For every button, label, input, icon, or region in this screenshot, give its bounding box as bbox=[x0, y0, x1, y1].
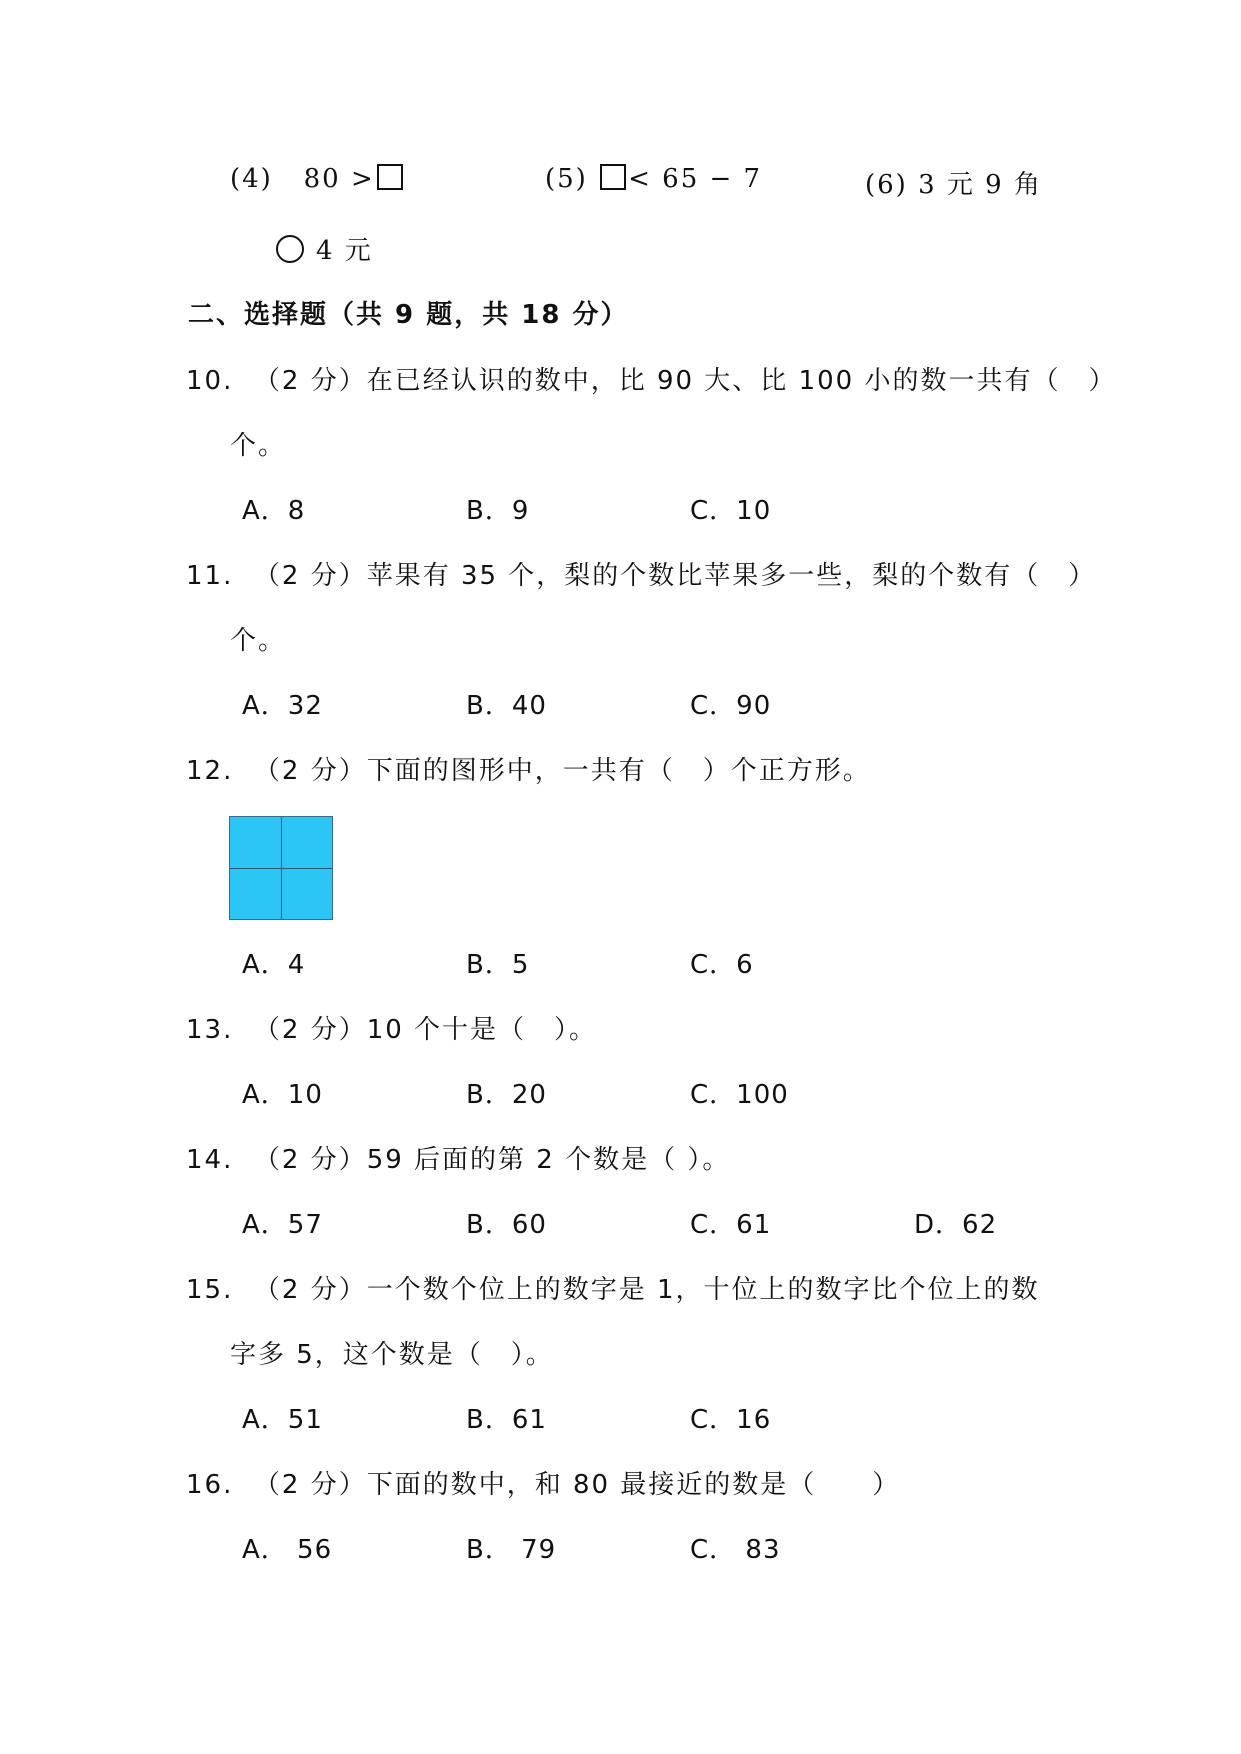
option-c: C．90 bbox=[690, 691, 772, 721]
question-number: 16. bbox=[186, 1470, 234, 1500]
question-10-continuation: 个。 bbox=[230, 431, 287, 461]
question-15 bbox=[186, 1269, 1040, 1306]
fill-item-6-expr: 3 元 9 角 bbox=[918, 170, 1042, 200]
question-number: 11. bbox=[186, 561, 234, 591]
answer-box bbox=[377, 164, 403, 190]
question-number: 15. bbox=[186, 1275, 234, 1305]
square-figure bbox=[229, 816, 333, 920]
fill-item-5-expr: < 65 − 7 bbox=[628, 164, 763, 194]
option-b: B．5 bbox=[466, 950, 530, 980]
option-a: A．32 bbox=[242, 691, 323, 721]
option-b: B． 79 bbox=[466, 1535, 557, 1565]
fill-item-6-label: (6) bbox=[865, 170, 908, 200]
question-stem: （2 分）10 个十是（ ）。 bbox=[253, 1015, 598, 1045]
fill-item-5-label: (5) bbox=[545, 164, 588, 194]
question-14 bbox=[186, 1139, 730, 1176]
question-stem: （2 分）苹果有 35 个，梨的个数比苹果多一些，梨的个数有（ ） bbox=[253, 561, 1097, 591]
fill-item-4-label: (4) bbox=[230, 164, 273, 194]
question-stem: （2 分）59 后面的第 2 个数是（ ）。 bbox=[253, 1145, 731, 1175]
question-number: 12. bbox=[186, 756, 234, 786]
option-a: A． 56 bbox=[242, 1535, 333, 1565]
question-10 bbox=[186, 360, 1116, 397]
question-11 bbox=[186, 555, 1096, 592]
fill-item-6-cont: 4 元 bbox=[316, 236, 373, 266]
section-title: 二、选择题（共 9 题，共 18 分） bbox=[188, 300, 629, 330]
option-b: B．40 bbox=[466, 691, 547, 721]
question-15-continuation: 字多 5，这个数是（ ）。 bbox=[230, 1340, 554, 1370]
option-b: B．20 bbox=[466, 1080, 547, 1110]
fill-item-4-expr: 80 > bbox=[303, 164, 375, 194]
option-d: D．62 bbox=[914, 1210, 998, 1240]
compare-circle bbox=[276, 235, 304, 263]
question-11-continuation: 个。 bbox=[230, 626, 287, 656]
question-number: 14. bbox=[186, 1145, 234, 1175]
option-c: C．10 bbox=[690, 496, 772, 526]
option-c: C．16 bbox=[690, 1405, 772, 1435]
fill-item-5 bbox=[545, 164, 762, 194]
option-a: A．10 bbox=[242, 1080, 323, 1110]
option-a: A．51 bbox=[242, 1405, 323, 1435]
question-stem: （2 分）下面的数中，和 80 最接近的数是（ ） bbox=[253, 1470, 901, 1500]
option-c: C． 83 bbox=[690, 1535, 781, 1565]
option-a: A．4 bbox=[242, 950, 306, 980]
question-stem: （2 分）在已经认识的数中，比 90 大、比 100 小的数一共有（ ） bbox=[253, 366, 1117, 396]
question-13 bbox=[186, 1009, 597, 1046]
option-b: B．60 bbox=[466, 1210, 547, 1240]
option-c: C．100 bbox=[690, 1080, 789, 1110]
question-16 bbox=[186, 1464, 900, 1501]
fill-item-6 bbox=[865, 164, 1042, 201]
option-a: A．8 bbox=[242, 496, 306, 526]
question-number: 13. bbox=[186, 1015, 234, 1045]
option-b: B．9 bbox=[466, 496, 530, 526]
option-c: C．6 bbox=[690, 950, 754, 980]
question-12 bbox=[186, 750, 871, 787]
fill-item-6-continuation bbox=[276, 230, 373, 267]
fill-item-4 bbox=[230, 164, 405, 194]
option-c: C．61 bbox=[690, 1210, 772, 1240]
question-stem: （2 分）一个数个位上的数字是 1，十位上的数字比个位上的数 bbox=[253, 1275, 1040, 1305]
figure-horizontal-line bbox=[230, 868, 332, 869]
option-b: B．61 bbox=[466, 1405, 547, 1435]
question-number: 10. bbox=[186, 366, 234, 396]
answer-box bbox=[600, 164, 626, 190]
question-stem: （2 分）下面的图形中，一共有（ ）个正方形。 bbox=[253, 756, 871, 786]
option-a: A．57 bbox=[242, 1210, 323, 1240]
